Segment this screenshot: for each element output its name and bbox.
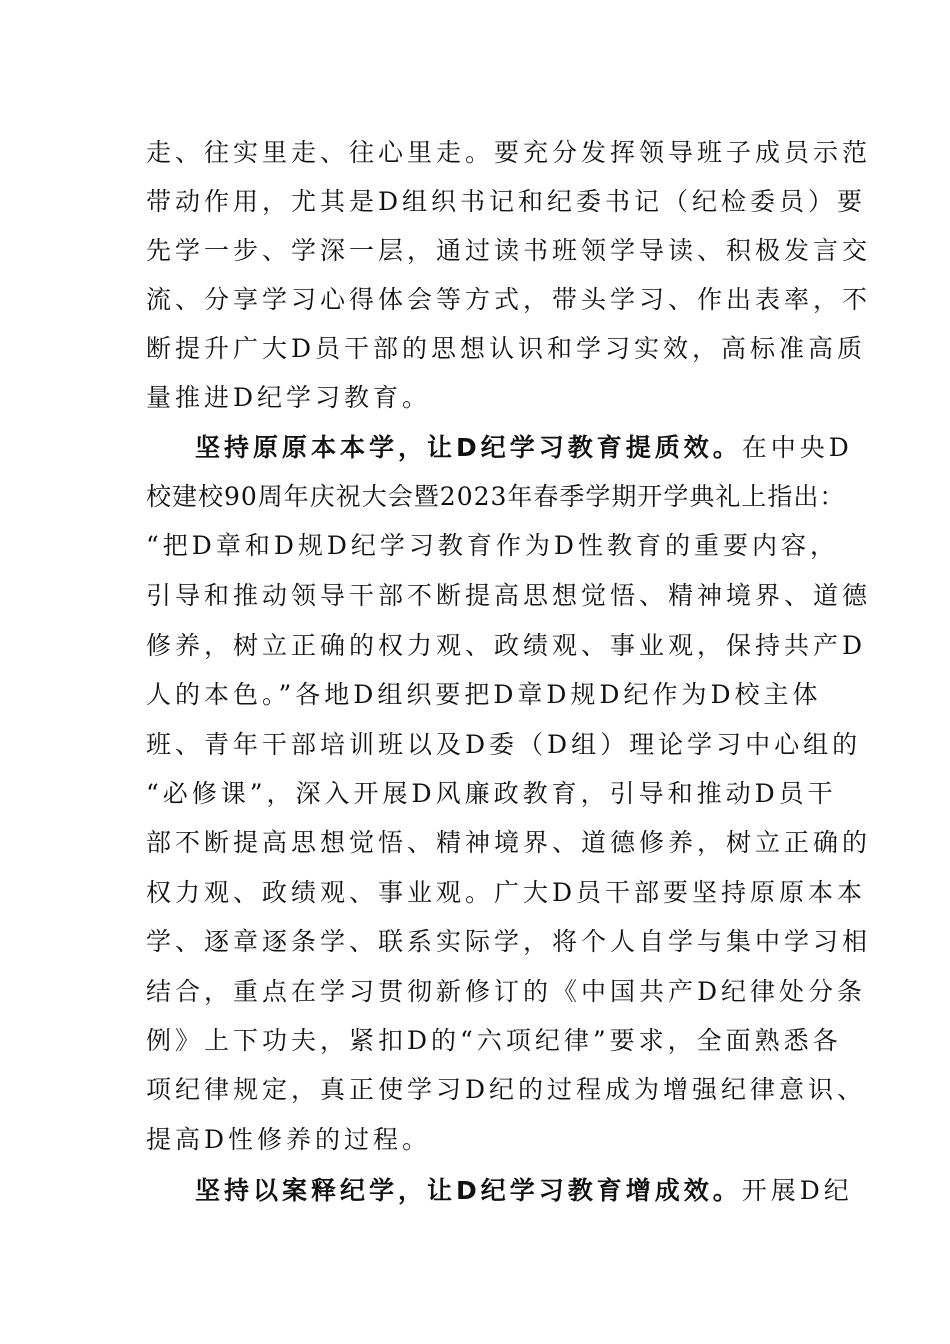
paragraph-line: 量推进D纪学习教育。 [146, 383, 432, 412]
paragraph-line: 引导和推动领导干部不断提高思想觉悟、精神境界、道德 [146, 581, 872, 610]
section-heading: 坚持以案释纪学，让D纪学习教育增成效。 [195, 1176, 742, 1205]
paragraph-line: “必修课”，深入开展D风廉政教育，引导和推动D员干 [146, 779, 837, 808]
paragraph-text: 开展D纪 [741, 1176, 853, 1205]
paragraph-line: 例》上下功夫，紧扣D的“六项纪律”要求，全面熟悉各 [146, 1026, 842, 1055]
paragraph-line: 权力观、政绩观、事业观。广大D员干部要坚持原原本本 [146, 878, 867, 907]
paragraph-line: 走、往实里走、往心里走。要充分发挥领导班子成员示范 [146, 138, 872, 167]
paragraph-line: 部不断提高思想觉悟、精神境界、道德修养，树立正确的 [146, 828, 872, 857]
paragraph-line: 流、分享学习心得体会等方式，带头学习、作出表率，不 [146, 285, 872, 314]
paragraph-line: 修养，树立正确的权力观、政绩观、事业观，保持共产D [146, 631, 867, 660]
paragraph-first-line [195, 1175, 853, 1207]
paragraph-line: 班、青年干部培训班以及D委（D组）理论学习中心组的 [146, 730, 862, 759]
paragraph-first-line [195, 432, 853, 464]
paragraph-line: 带动作用，尤其是D组织书记和纪委书记（纪检委员）要 [146, 187, 867, 216]
section-heading: 坚持原原本本学，让D纪学习教育提质效。 [195, 433, 742, 462]
paragraph-line: “把D章和D规D纪学习教育作为D性教育的重要内容， [146, 531, 839, 560]
paragraph-line: 断提升广大D员干部的思想认识和学习实效，高标准高质 [146, 334, 867, 363]
paragraph-line: 结合，重点在学习贯彻新修订的《中国共产D纪律处分条 [146, 977, 867, 1006]
paragraph-line: 校建校90周年庆祝大会暨2023年春季学期开学典礼上指出： [146, 482, 846, 511]
paragraph-line: 学、逐章逐条学、联系实际学，将个人自学与集中学习相 [146, 927, 872, 956]
paragraph-line: 提高D性修养的过程。 [146, 1125, 432, 1154]
paragraph-line: 项纪律规定，真正使学习D纪的过程成为增强纪律意识、 [146, 1075, 867, 1104]
paragraph-line: 人的本色。”各地D组织要把D章D规D纪作为D校主体 [146, 680, 822, 709]
paragraph-text: 在中央D [741, 433, 853, 462]
paragraph-line: 先学一步、学深一层，通过读书班领学导读、积极发言交 [146, 236, 872, 265]
